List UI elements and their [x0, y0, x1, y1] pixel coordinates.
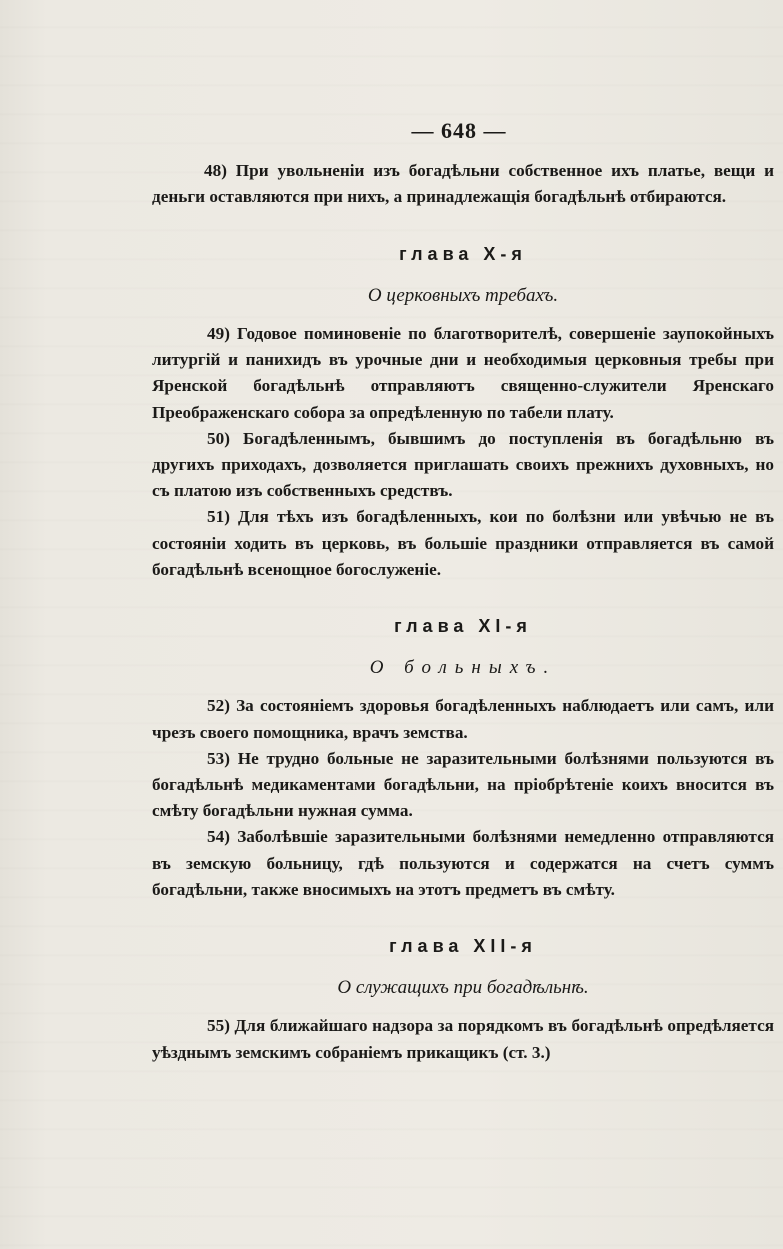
paragraph-52: 52) За состояніемъ здоровья богадѣленныхъ наблюдаетъ или самъ, или чрезъ своего помощника, врачъ земства. — [152, 696, 774, 742]
paragraph-48: 48) При увольненіи изъ богадѣльни собственное ихъ платье, вещи и деньги оставляются при нихъ, а принадлежащія богадѣльнѣ отбираются. — [152, 161, 774, 207]
chapter-xi-subtitle: О больныхъ. — [369, 657, 557, 679]
page-content — [152, 118, 774, 1066]
paragraph-50: 50) Богадѣленнымъ, бывшимъ до поступленія въ богадѣльню въ другихъ приходахъ, дозволяется приглашать своихъ прежнихъ духовныхъ, но съ платою изъ собственныхъ средствъ. — [152, 428, 774, 501]
page-number: — 648 — — [411, 118, 507, 143]
chapter-xii-subtitle: О служащихъ при богадѣльнѣ. — [337, 977, 589, 999]
paragraph-54: 54) Заболѣвшіе заразительными болѣзнями немедленно отправляются въ земскую больницу, гдѣ пользуются и содержатся на счетъ суммъ богадѣльни, также вносимыхъ на этотъ предметъ въ смѣту. — [152, 827, 774, 899]
chapter-x-heading: глава X-я — [399, 243, 527, 264]
paragraph-53: 53) Не трудно больные не заразительными болѣзнями пользуются въ богадѣльнѣ медикаментами богадѣльни, на пріобрѣтеніе коихъ вносится въ смѣту богадѣльни нужная сумма. — [152, 748, 774, 821]
paragraph-49: 49) Годовое поминовеніе по благотворителѣ, совершеніе заупокойныхъ литургій и панихидъ въ урочные дни и необходимыя церковныя требы при Яренской богадѣльнѣ отправляютъ священно-служители Яренскаго Преображенскаго собора за опредѣленную по табели плату. — [152, 324, 774, 422]
chapter-xi-heading: глава XI-я — [394, 616, 532, 637]
chapter-x-subtitle: О церковныхъ требахъ. — [367, 284, 559, 306]
paragraph-51: 51) Для тѣхъ изъ богадѣленныхъ, кои по болѣзни или увѣчью не въ состояніи ходить въ церковь, въ большіе праздники отправляется въ самой богадѣльнѣ всенощное богослуженіе. — [152, 507, 774, 579]
chapter-xii-heading: глава XII-я — [389, 936, 537, 957]
paragraph-55: 55) Для ближайшаго надзора за порядкомъ въ богадѣльнѣ опредѣляется уѣзднымъ земскимъ собраніемъ прикащикъ (ст. 3.) — [152, 1016, 774, 1062]
